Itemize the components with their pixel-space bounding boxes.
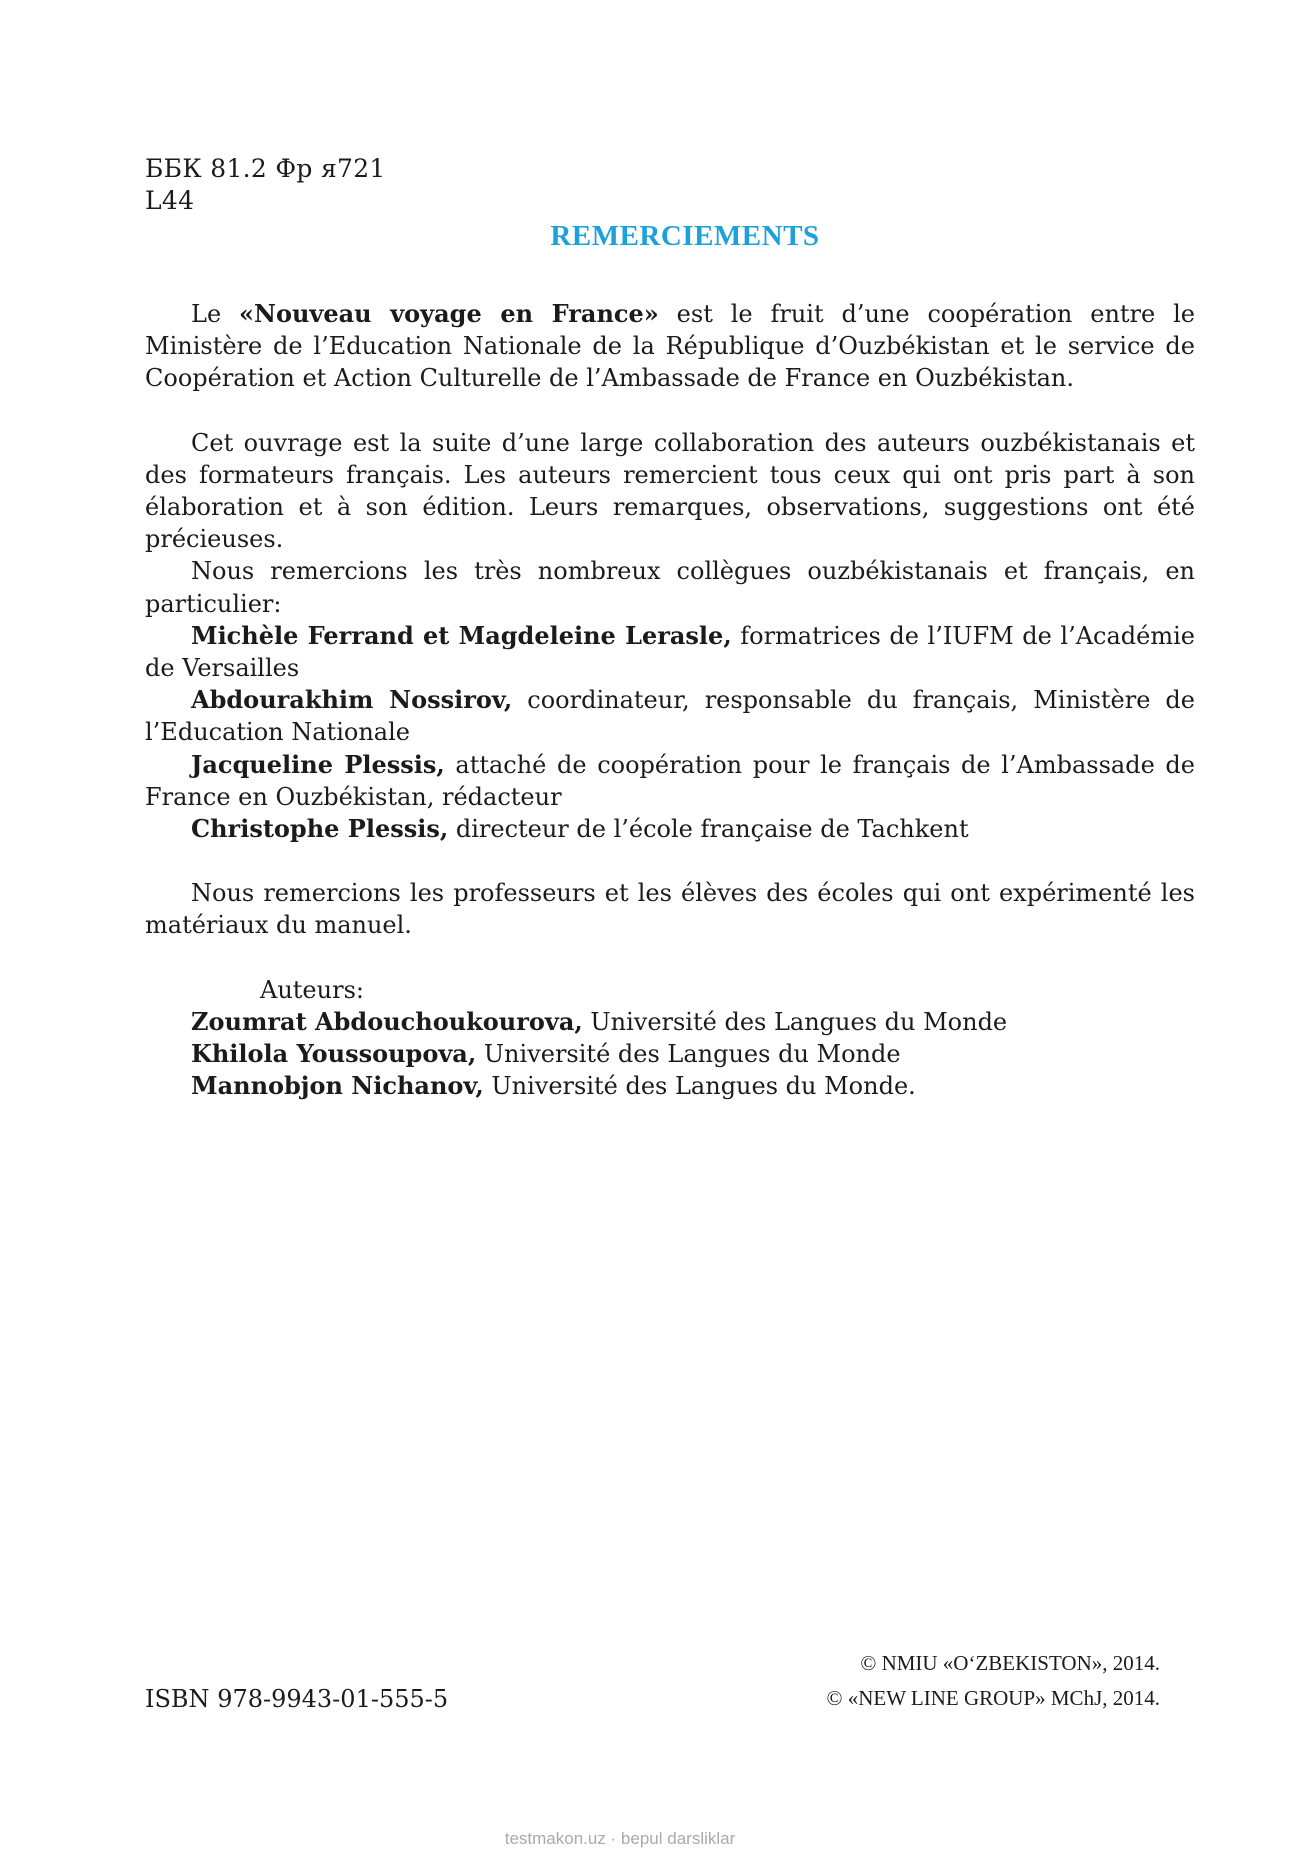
acknowledgements-body bbox=[145, 298, 1195, 1102]
isbn: ISBN 978-9943-01-555-5 bbox=[145, 1685, 449, 1713]
thanks-item bbox=[145, 684, 1195, 748]
schools-paragraph: Nous remercions les professeurs et les élèves des écoles qui ont expérimenté les matériaux du manuel. bbox=[145, 879, 1195, 940]
author-name: Khilola Youssoupova, bbox=[191, 1039, 477, 1069]
thanks-item bbox=[145, 813, 1195, 845]
thanks-name: Abdourakhim Nossirov, bbox=[191, 685, 513, 715]
authors-label: Auteurs: bbox=[260, 975, 364, 1004]
thanks-name: Jacqueline Plessis, bbox=[191, 749, 445, 779]
copyright-line: © «NEW LINE GROUP» MChJ, 2014. bbox=[826, 1686, 1160, 1710]
author-affiliation: Université des Langues du Monde bbox=[476, 1040, 901, 1069]
author-item bbox=[145, 1038, 1195, 1070]
page-title: REMERCIEMENTS bbox=[550, 220, 820, 252]
thanks-name: Christophe Plessis, bbox=[191, 814, 449, 844]
thanks-role: attaché de coopération pour le français de l’Ambassade de France en Ouzbékistan, rédacteur bbox=[145, 750, 1195, 811]
book-title: «Nouveau voyage en France» bbox=[239, 299, 659, 328]
thanks-role: coordinateur, responsable du français, Ministère de l’Education Nationale bbox=[145, 686, 1195, 747]
author-item bbox=[145, 1006, 1195, 1038]
catalog-code: L44 bbox=[145, 186, 195, 215]
author-affiliation: Université des Langues du Monde. bbox=[483, 1072, 916, 1101]
author-item bbox=[145, 1070, 1195, 1102]
colleagues-paragraph: Nous remercions les très nombreux collègues ouzbékistanais et français, en particulier: bbox=[145, 557, 1195, 618]
collaboration-paragraph: Cet ouvrage est la suite d’une large collaboration des auteurs ouzbékistanais et des formateurs français. Les auteurs remercient tous ceux qui ont pris part à son élaboration et à son édition. Leurs remarques, observations, suggestions ont été précieuses. bbox=[145, 428, 1195, 554]
copyright-block bbox=[827, 1646, 1161, 1716]
author-name: Zoumrat Abdouchoukourova, bbox=[191, 1006, 583, 1036]
copyright-line: © NMIU «O‘ZBEKISTON», 2014. bbox=[860, 1651, 1160, 1675]
classification-code: ББК 81.2 Фр я721 bbox=[145, 154, 386, 183]
author-affiliation: Université des Langues du Monde bbox=[582, 1007, 1008, 1036]
footer-watermark: testmakon.uz · bepul darsliklar bbox=[504, 1829, 736, 1848]
thanks-name: Michèle Ferrand et Magdeleine Lerasle, bbox=[191, 620, 732, 650]
intro-paragraph: Le «Nouveau voyage en France» est le fruit d’une coopération entre le Ministère de l’Education Nationale de la République d’Ouzbékistan et le service de Coopération et Action Culturelle de l’Ambassade de France en Ouzbékistan. bbox=[145, 299, 1195, 393]
thanks-role: formatrices de l’IUFM de l’Académie de Versailles bbox=[145, 621, 1196, 683]
thanks-item bbox=[145, 749, 1195, 813]
thanks-role: directeur de l’école française de Tachkent bbox=[448, 815, 969, 844]
author-name: Mannobjon Nichanov, bbox=[191, 1071, 484, 1101]
bibliographic-header bbox=[145, 153, 386, 217]
thanks-item bbox=[145, 620, 1195, 684]
